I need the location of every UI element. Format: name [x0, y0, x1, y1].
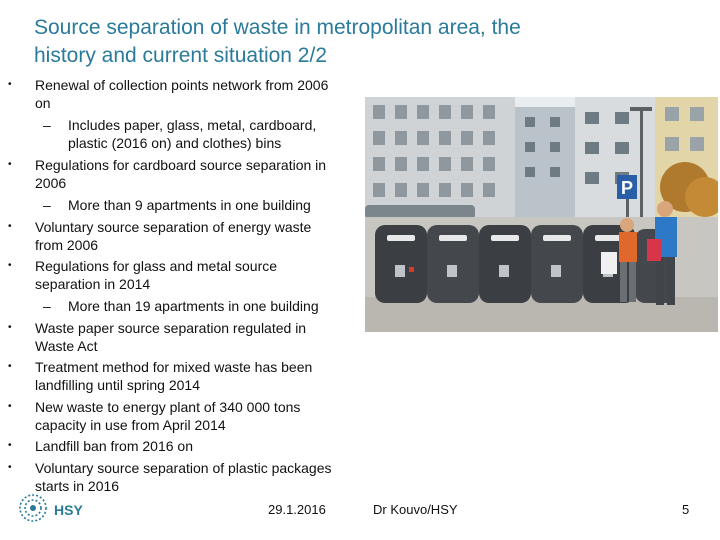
dash-icon: –	[43, 197, 51, 213]
bullet-dot-icon: •	[8, 440, 12, 451]
slide-title	[34, 14, 674, 70]
bullet-text: New waste to energy plant of 340 000 tons	[35, 399, 301, 415]
bullet-item	[8, 76, 365, 112]
bullet-dot-icon: •	[8, 159, 12, 170]
bullet-dot-icon: •	[8, 401, 12, 412]
parking-sign-text: P	[621, 178, 634, 198]
bullet-text: Regulations for cardboard source separation in	[35, 157, 327, 173]
collection-point-photo	[365, 97, 718, 332]
bullet-text: Treatment method for mixed waste has been	[35, 359, 313, 375]
bullet-item	[8, 437, 365, 455]
bullet-text: starts in 2016	[35, 478, 120, 494]
bullet-item	[8, 319, 365, 355]
footer-date: 29.1.2016	[268, 502, 326, 517]
sub-bullet-item	[43, 116, 366, 152]
bullet-dot-icon: •	[8, 260, 12, 271]
sub-bullet-item	[43, 196, 366, 214]
sub-bullet-item	[43, 297, 366, 315]
bullet-text: on	[35, 95, 51, 111]
bullet-text: Regulations for glass and metal source	[35, 258, 278, 274]
bullet-item	[8, 218, 365, 254]
bullet-dot-icon: •	[8, 462, 12, 473]
bullet-text: Waste paper source separation regulated in	[35, 320, 307, 336]
bullet-dot-icon: •	[8, 79, 12, 90]
bullet-item	[8, 398, 365, 434]
bullet-text: 2006	[35, 175, 67, 191]
bullet-text: separation in 2014	[35, 276, 151, 292]
bullet-dot-icon: •	[8, 221, 12, 232]
hsy-logo-text: HSY	[54, 502, 83, 518]
slide-title-line-1: Source separation of waste in metropolitan area, the	[34, 16, 521, 39]
bullet-item	[8, 358, 365, 394]
bullet-text: Waste Act	[35, 338, 98, 354]
bullet-text: Renewal of collection points network from 2006	[35, 77, 329, 93]
bullet-item	[8, 156, 365, 192]
bullet-item	[8, 459, 365, 495]
dash-icon: –	[43, 298, 51, 314]
bullet-text: Landfill ban from 2016 on	[35, 438, 193, 454]
sub-bullet-text: Includes paper, glass, metal, cardboard,	[68, 117, 317, 133]
page-number: 5	[682, 502, 690, 517]
bullet-text: landfilling until spring 2014	[35, 377, 200, 393]
bullet-text: capacity in use from April 2014	[35, 417, 226, 433]
hsy-logo	[18, 492, 88, 524]
sub-bullet-text: plastic (2016 on) and clothes) bins	[68, 135, 282, 151]
bullet-dot-icon: •	[8, 322, 12, 333]
sub-bullet-text: More than 19 apartments in one building	[68, 298, 319, 314]
bullet-item	[8, 257, 365, 293]
bullet-text: Voluntary source separation of energy waste	[35, 219, 312, 235]
slide-title-line-2: history and current situation 2/2	[34, 44, 327, 67]
bullet-dot-icon: •	[8, 361, 12, 372]
footer-author: Dr Kouvo/HSY	[373, 502, 458, 517]
bullet-text: Voluntary source separation of plastic packages	[35, 460, 332, 476]
dash-icon: –	[43, 117, 51, 133]
bullet-text: from 2006	[35, 237, 99, 253]
sub-bullet-text: More than 9 apartments in one building	[68, 197, 311, 213]
collection-point-illustration	[365, 97, 718, 332]
